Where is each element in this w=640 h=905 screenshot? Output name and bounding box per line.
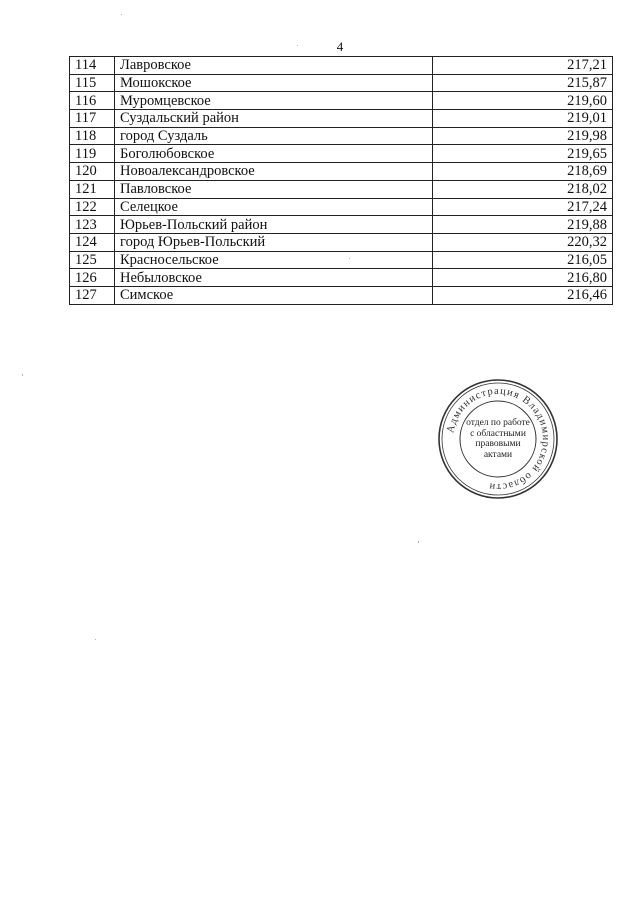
table-row <box>70 57 613 75</box>
row-value-cell: 216,80 <box>433 269 613 287</box>
row-value-cell: 220,32 <box>433 233 613 251</box>
table-row <box>70 92 613 110</box>
row-name-cell: Муромцевское <box>115 92 433 110</box>
page-number: 4 <box>336 39 344 54</box>
stamp-caption-line: актами <box>483 449 513 460</box>
scan-speck <box>95 639 96 640</box>
row-number-cell: 122 <box>70 198 115 216</box>
row-number-cell: 126 <box>70 269 115 287</box>
table-row <box>70 145 613 163</box>
row-name-cell: Новоалександровское <box>115 163 433 181</box>
stamp-caption-line: отдел по работе <box>466 418 530 428</box>
row-number-cell: 119 <box>70 145 115 163</box>
table-row <box>70 163 613 181</box>
table-row <box>70 269 613 287</box>
scan-speck <box>121 14 122 15</box>
row-number-cell: 115 <box>70 74 115 92</box>
stamp-caption-line: с областными <box>470 428 526 439</box>
row-name-cell: город Юрьев-Польский <box>115 233 433 251</box>
row-number-cell: 120 <box>70 163 115 181</box>
scan-speck <box>418 541 419 543</box>
table-row <box>70 127 613 145</box>
row-name-cell: Боголюбовское <box>115 145 433 163</box>
table-row <box>70 286 613 304</box>
row-number-cell: 123 <box>70 216 115 234</box>
scan-speck <box>349 258 350 259</box>
row-value-cell: 219,60 <box>433 92 613 110</box>
row-number-cell: 121 <box>70 180 115 198</box>
scan-speck <box>22 374 23 376</box>
row-name-cell: Селецкое <box>115 198 433 216</box>
data-table <box>69 56 613 305</box>
row-name-cell: Небыловское <box>115 269 433 287</box>
row-name-cell: Лавровское <box>115 57 433 75</box>
table-row <box>70 74 613 92</box>
row-value-cell: 218,02 <box>433 180 613 198</box>
row-number-cell: 118 <box>70 127 115 145</box>
table-row <box>70 180 613 198</box>
row-name-cell: Красносельское <box>115 251 433 269</box>
row-name-cell: Суздальский район <box>115 110 433 128</box>
row-value-cell: 219,65 <box>433 145 613 163</box>
row-name-cell: Симское <box>115 286 433 304</box>
stamp-ring-text: Администрация Владимирской области <box>445 385 552 493</box>
row-number-cell: 117 <box>70 110 115 128</box>
row-number-cell: 124 <box>70 233 115 251</box>
table-row <box>70 233 613 251</box>
row-name-cell: Юрьев-Польский район <box>115 216 433 234</box>
row-value-cell: 217,24 <box>433 198 613 216</box>
official-stamp <box>437 378 559 500</box>
row-name-cell: город Суздаль <box>115 127 433 145</box>
row-value-cell: 218,69 <box>433 163 613 181</box>
row-value-cell: 219,88 <box>433 216 613 234</box>
row-value-cell: 216,46 <box>433 286 613 304</box>
stamp-caption <box>437 418 559 460</box>
row-number-cell: 125 <box>70 251 115 269</box>
scan-speck <box>297 45 298 46</box>
row-number-cell: 114 <box>70 57 115 75</box>
row-value-cell: 216,05 <box>433 251 613 269</box>
row-number-cell: 127 <box>70 286 115 304</box>
row-name-cell: Мошокское <box>115 74 433 92</box>
row-name-cell: Павловское <box>115 180 433 198</box>
table-row <box>70 216 613 234</box>
row-value-cell: 217,21 <box>433 57 613 75</box>
table-row <box>70 198 613 216</box>
table-row <box>70 251 613 269</box>
table-body <box>70 57 613 305</box>
stamp-caption-line: правовыми <box>475 439 521 449</box>
row-value-cell: 219,01 <box>433 110 613 128</box>
table-row <box>70 110 613 128</box>
row-value-cell: 219,98 <box>433 127 613 145</box>
row-number-cell: 116 <box>70 92 115 110</box>
row-value-cell: 215,87 <box>433 74 613 92</box>
